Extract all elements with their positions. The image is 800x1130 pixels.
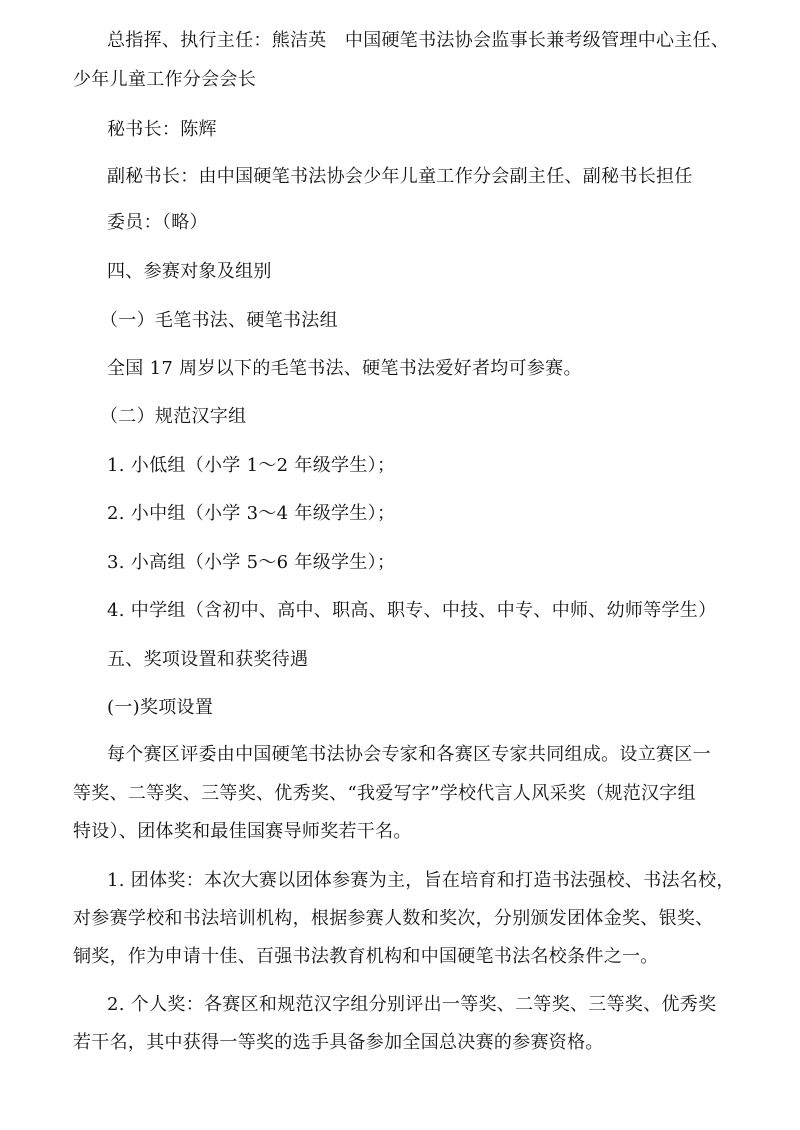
text-line: 总指挥、执行主任：熊洁英 中国硬笔书法协会监事长兼考级管理中心主任、 (107, 30, 730, 51)
subsection-heading: (一)奖项设置 (107, 697, 214, 718)
text-line: 若干名，其中获得一等奖的选手具备参加全国总决赛的参赛资格。 (73, 1032, 604, 1053)
text-line: 2. 个人奖：各赛区和规范汉字组分别评出一等奖、二等奖、三等奖、优秀奖 (107, 994, 717, 1015)
text-line: 全国 17 周岁以下的毛笔书法、硬笔书法爱好者均可参赛。 (107, 358, 582, 379)
text-line: 委员：（略） (107, 212, 208, 233)
text-line: 1. 团体奖：本次大赛以团体参赛为主，旨在培育和打造书法强校、书法名校， (107, 870, 735, 891)
list-item: 2. 小中组（小学 3～4 年级学生）； (107, 503, 396, 524)
section-heading: 四、参赛对象及组别 (107, 261, 272, 282)
list-item: 1. 小低组（小学 1～2 年级学生）； (107, 455, 396, 476)
text-line: 每个赛区评委由中国硬笔书法协会专家和各赛区专家共同组成。设立赛区一 (107, 744, 711, 765)
list-item: 4. 中学组（含初中、高中、职高、职专、中技、中专、中师、幼师等学生） (107, 600, 717, 621)
text-line: 少年儿童工作分会会长 (73, 69, 256, 90)
text-line: 秘书长：陈辉 (107, 119, 217, 140)
text-line: 等奖、二等奖、三等奖、优秀奖、“我爱写字”学校代言人风采奖（规范汉字组 (73, 783, 696, 804)
subsection-heading: （二）规范汉字组 (100, 406, 247, 427)
list-item: 3. 小高组（小学 5～6 年级学生）； (107, 552, 396, 573)
text-line: 副秘书长：由中国硬笔书法协会少年儿童工作分会副主任、副秘书长担任 (107, 166, 693, 187)
section-heading: 五、奖项设置和获奖待遇 (107, 649, 309, 670)
text-line: 对参赛学校和书法培训机构，根据参赛人数和奖次，分别颁发团体金奖、银奖、 (73, 908, 714, 929)
subsection-heading: （一）毛笔书法、硬笔书法组 (100, 310, 338, 331)
text-line: 特设）、团体奖和最佳国赛导师奖若干名。 (73, 821, 412, 842)
text-line: 铜奖，作为申请十佳、百强书法教育机构和中国硬笔书法名校条件之一。 (73, 946, 659, 967)
